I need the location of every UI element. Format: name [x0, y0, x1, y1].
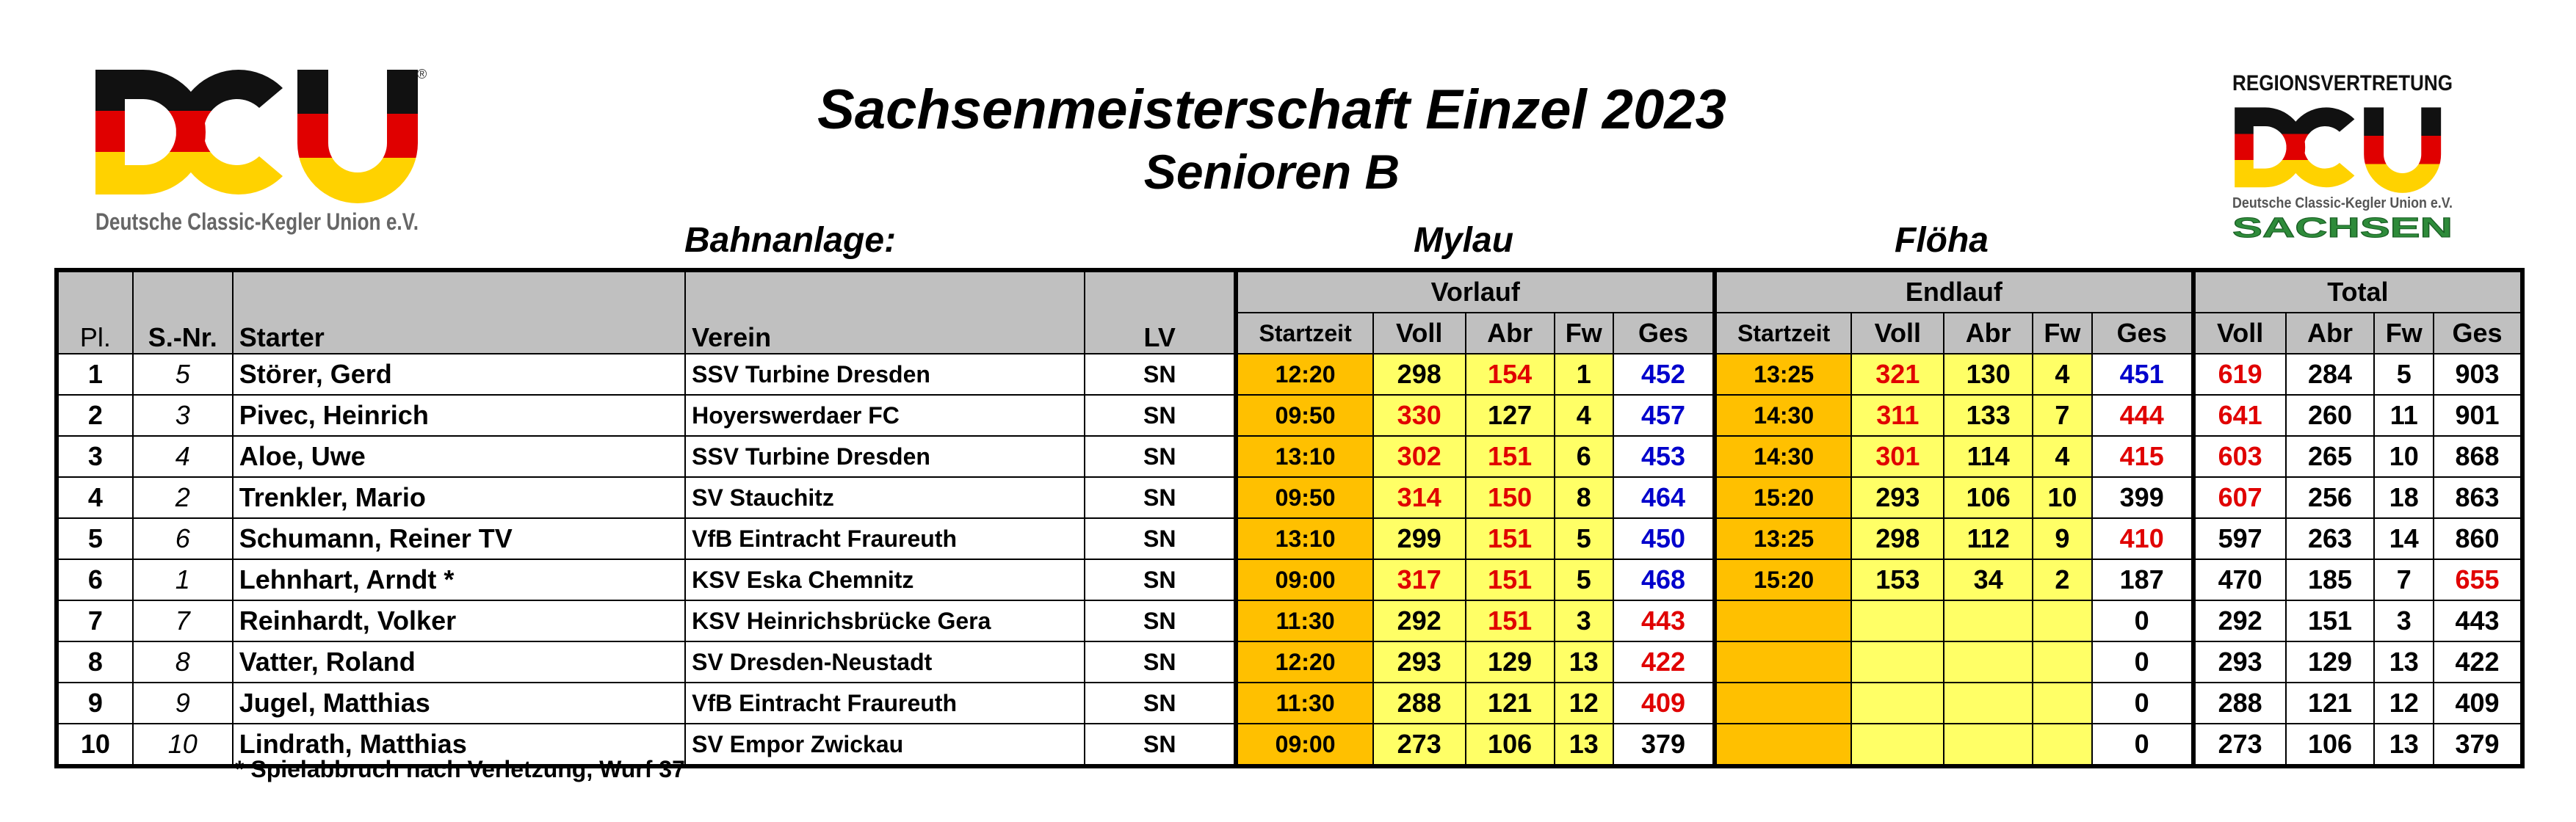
cell-e-abr: 114 — [1944, 436, 2033, 477]
cell-v-voll: 317 — [1373, 559, 1466, 600]
cell-t-abr: 151 — [2286, 600, 2375, 641]
cell-snr: 10 — [133, 724, 233, 766]
cell-e-voll: 301 — [1851, 436, 1944, 477]
cell-lv: SN — [1085, 395, 1236, 436]
page-title: Sachsenmeisterschaft Einzel 2023 — [817, 79, 1726, 141]
cell-pl: 9 — [57, 683, 133, 724]
cell-v-ges: 457 — [1613, 395, 1715, 436]
table-row — [57, 641, 2522, 683]
cell-v-ges: 464 — [1613, 477, 1715, 518]
table-row — [57, 683, 2522, 724]
vorlauf-venue: Mylau — [1414, 221, 1514, 260]
endlauf-venue: Flöha — [1895, 221, 1989, 260]
cell-v-abr: 150 — [1466, 477, 1555, 518]
cell-e-voll: 153 — [1851, 559, 1944, 600]
cell-e-abr: 130 — [1944, 354, 2033, 395]
cell-e-fw: 10 — [2033, 477, 2092, 518]
cell-t-abr: 121 — [2286, 683, 2375, 724]
cell-v-abr: 151 — [1466, 518, 1555, 559]
cell-starter: Aloe, Uwe — [233, 436, 685, 477]
cell-verein: SV Dresden-Neustadt — [685, 641, 1085, 683]
cell-pl: 4 — [57, 477, 133, 518]
cell-lv: SN — [1085, 436, 1236, 477]
col-v-abr: Abr — [1466, 313, 1555, 354]
cell-v-start: 09:00 — [1236, 559, 1372, 600]
cell-e-fw: 4 — [2033, 436, 2092, 477]
cell-v-abr: 151 — [1466, 436, 1555, 477]
cell-t-ges: 903 — [2434, 354, 2522, 395]
cell-e-voll: 321 — [1851, 354, 1944, 395]
table-row — [57, 477, 2522, 518]
col-pl: Pl. — [57, 270, 133, 354]
cell-e-fw — [2033, 724, 2092, 766]
cell-e-abr: 112 — [1944, 518, 2033, 559]
cell-t-abr: 265 — [2286, 436, 2375, 477]
cell-lv: SN — [1085, 683, 1236, 724]
cell-starter: Lehnhart, Arndt * — [233, 559, 685, 600]
col-t-fw: Fw — [2374, 313, 2434, 354]
cell-pl: 1 — [57, 354, 133, 395]
cell-t-fw: 18 — [2374, 477, 2434, 518]
table-row — [57, 395, 2522, 436]
cell-lv: SN — [1085, 641, 1236, 683]
cell-snr: 4 — [133, 436, 233, 477]
cell-starter: Störer, Gerd — [233, 354, 685, 395]
cell-v-fw: 13 — [1555, 641, 1614, 683]
cell-v-start: 11:30 — [1236, 600, 1372, 641]
cell-t-voll: 293 — [2193, 641, 2286, 683]
cell-starter: Trenkler, Mario — [233, 477, 685, 518]
cell-e-fw — [2033, 683, 2092, 724]
cell-starter: Vatter, Roland — [233, 641, 685, 683]
page-subtitle: Senioren B — [1143, 145, 1400, 199]
cell-e-abr: 133 — [1944, 395, 2033, 436]
cell-e-ges: 0 — [2092, 641, 2193, 683]
table-row — [57, 436, 2522, 477]
cell-v-abr: 151 — [1466, 600, 1555, 641]
cell-e-start — [1715, 600, 1851, 641]
col-e-fw: Fw — [2033, 313, 2092, 354]
cell-snr: 6 — [133, 518, 233, 559]
cell-v-voll: 302 — [1373, 436, 1466, 477]
cell-v-start: 13:10 — [1236, 518, 1372, 559]
cell-e-fw: 7 — [2033, 395, 2092, 436]
results-table — [54, 268, 2525, 768]
cell-v-abr: 129 — [1466, 641, 1555, 683]
col-v-fw: Fw — [1555, 313, 1614, 354]
cell-v-ges: 453 — [1613, 436, 1715, 477]
cell-e-start: 13:25 — [1715, 354, 1851, 395]
cell-v-fw: 3 — [1555, 600, 1614, 641]
cell-e-ges: 415 — [2092, 436, 2193, 477]
cell-t-fw: 10 — [2374, 436, 2434, 477]
logo-right-caption: Deutsche Classic-Kegler Union e.V. — [2232, 195, 2453, 211]
cell-e-ges: 0 — [2092, 724, 2193, 766]
col-snr: S.-Nr. — [133, 270, 233, 354]
cell-v-voll: 293 — [1373, 641, 1466, 683]
cell-t-voll: 641 — [2193, 395, 2286, 436]
cell-lv: SN — [1085, 600, 1236, 641]
cell-t-ges: 868 — [2434, 436, 2522, 477]
cell-e-fw: 4 — [2033, 354, 2092, 395]
cell-t-abr: 263 — [2286, 518, 2375, 559]
cell-e-ges: 0 — [2092, 600, 2193, 641]
cell-lv: SN — [1085, 518, 1236, 559]
cell-e-ges: 0 — [2092, 683, 2193, 724]
cell-t-abr: 106 — [2286, 724, 2375, 766]
cell-e-voll: 311 — [1851, 395, 1944, 436]
cell-verein: SSV Turbine Dresden — [685, 436, 1085, 477]
cell-starter: Schumann, Reiner TV — [233, 518, 685, 559]
cell-pl: 2 — [57, 395, 133, 436]
cell-t-ges: 409 — [2434, 683, 2522, 724]
cell-v-fw: 13 — [1555, 724, 1614, 766]
logo-right-top: REGIONSVERTRETUNG — [2232, 71, 2453, 95]
cell-starter: Jugel, Matthias — [233, 683, 685, 724]
cell-pl: 8 — [57, 641, 133, 683]
cell-starter: Lindrath, Matthias — [233, 724, 685, 766]
cell-t-fw: 13 — [2374, 724, 2434, 766]
cell-t-ges: 863 — [2434, 477, 2522, 518]
cell-e-start: 15:20 — [1715, 477, 1851, 518]
logo-right-bottom: SACHSEN — [2232, 213, 2453, 244]
table-row — [57, 518, 2522, 559]
cell-e-start: 13:25 — [1715, 518, 1851, 559]
col-e-startzeit: Startzeit — [1715, 313, 1851, 354]
cell-t-ges: 901 — [2434, 395, 2522, 436]
cell-e-voll — [1851, 600, 1944, 641]
cell-verein: SV Stauchitz — [685, 477, 1085, 518]
cell-t-fw: 13 — [2374, 641, 2434, 683]
cell-snr: 2 — [133, 477, 233, 518]
cell-t-voll: 273 — [2193, 724, 2286, 766]
cell-lv: SN — [1085, 724, 1236, 766]
col-lv: LV — [1085, 270, 1236, 354]
footnote: * Spielabbruch nach Verletzung, Wurf 37 — [235, 756, 685, 782]
cell-e-ges: 451 — [2092, 354, 2193, 395]
cell-v-abr: 106 — [1466, 724, 1555, 766]
cell-verein: SV Empor Zwickau — [685, 724, 1085, 766]
table-row — [57, 354, 2522, 395]
cell-pl: 7 — [57, 600, 133, 641]
cell-v-voll: 314 — [1373, 477, 1466, 518]
col-t-abr: Abr — [2286, 313, 2375, 354]
cell-e-abr — [1944, 683, 2033, 724]
cell-v-voll: 292 — [1373, 600, 1466, 641]
col-t-ges: Ges — [2434, 313, 2522, 354]
cell-v-fw: 12 — [1555, 683, 1614, 724]
cell-t-fw: 12 — [2374, 683, 2434, 724]
cell-v-fw: 8 — [1555, 477, 1614, 518]
cell-t-fw: 5 — [2374, 354, 2434, 395]
cell-v-voll: 330 — [1373, 395, 1466, 436]
cell-snr: 3 — [133, 395, 233, 436]
cell-e-abr: 34 — [1944, 559, 2033, 600]
col-e-ges: Ges — [2092, 313, 2193, 354]
cell-snr: 1 — [133, 559, 233, 600]
cell-t-voll: 597 — [2193, 518, 2286, 559]
cell-verein: KSV Eska Chemnitz — [685, 559, 1085, 600]
cell-t-abr: 129 — [2286, 641, 2375, 683]
cell-t-voll: 292 — [2193, 600, 2286, 641]
cell-t-ges: 379 — [2434, 724, 2522, 766]
cell-starter: Reinhardt, Volker — [233, 600, 685, 641]
cell-e-start — [1715, 724, 1851, 766]
cell-v-start: 09:00 — [1236, 724, 1372, 766]
cell-verein: VfB Eintracht Fraureuth — [685, 683, 1085, 724]
cell-v-fw: 4 — [1555, 395, 1614, 436]
logo-left-caption: Deutsche Classic-Kegler Union e.V. — [95, 208, 419, 235]
cell-v-fw: 6 — [1555, 436, 1614, 477]
col-starter: Starter — [233, 270, 685, 354]
cell-v-fw: 5 — [1555, 559, 1614, 600]
cell-t-abr: 256 — [2286, 477, 2375, 518]
cell-verein: VfB Eintracht Fraureuth — [685, 518, 1085, 559]
cell-e-ges: 410 — [2092, 518, 2193, 559]
cell-v-ges: 422 — [1613, 641, 1715, 683]
cell-e-ges: 444 — [2092, 395, 2193, 436]
cell-v-start: 13:10 — [1236, 436, 1372, 477]
cell-pl: 3 — [57, 436, 133, 477]
cell-v-ges: 468 — [1613, 559, 1715, 600]
col-v-voll: Voll — [1373, 313, 1466, 354]
cell-t-voll: 607 — [2193, 477, 2286, 518]
cell-v-abr: 121 — [1466, 683, 1555, 724]
cell-v-voll: 299 — [1373, 518, 1466, 559]
cell-e-voll — [1851, 641, 1944, 683]
cell-v-ges: 379 — [1613, 724, 1715, 766]
cell-e-voll — [1851, 683, 1944, 724]
cell-starter: Pivec, Heinrich — [233, 395, 685, 436]
table-row — [57, 559, 2522, 600]
cell-v-abr: 151 — [1466, 559, 1555, 600]
cell-t-fw: 14 — [2374, 518, 2434, 559]
cell-v-fw: 1 — [1555, 354, 1614, 395]
cell-e-abr — [1944, 724, 2033, 766]
cell-v-start: 12:20 — [1236, 354, 1372, 395]
cell-verein: Hoyerswerdaer FC — [685, 395, 1085, 436]
cell-e-start — [1715, 641, 1851, 683]
cell-e-start: 14:30 — [1715, 395, 1851, 436]
cell-pl: 5 — [57, 518, 133, 559]
cell-v-fw: 5 — [1555, 518, 1614, 559]
cell-t-fw: 7 — [2374, 559, 2434, 600]
cell-snr: 8 — [133, 641, 233, 683]
cell-t-voll: 470 — [2193, 559, 2286, 600]
cell-v-ges: 443 — [1613, 600, 1715, 641]
cell-pl: 6 — [57, 559, 133, 600]
cell-t-abr: 284 — [2286, 354, 2375, 395]
cell-e-voll: 298 — [1851, 518, 1944, 559]
cell-lv: SN — [1085, 477, 1236, 518]
cell-v-start: 11:30 — [1236, 683, 1372, 724]
cell-t-fw: 3 — [2374, 600, 2434, 641]
cell-v-ges: 452 — [1613, 354, 1715, 395]
cell-e-start: 15:20 — [1715, 559, 1851, 600]
cell-e-ges: 187 — [2092, 559, 2193, 600]
bahnanlage-label: Bahnanlage: — [684, 221, 897, 260]
group-total: Total — [2193, 270, 2522, 313]
cell-e-voll: 293 — [1851, 477, 1944, 518]
cell-lv: SN — [1085, 354, 1236, 395]
cell-t-abr: 185 — [2286, 559, 2375, 600]
cell-e-fw: 9 — [2033, 518, 2092, 559]
cell-snr: 9 — [133, 683, 233, 724]
cell-snr: 5 — [133, 354, 233, 395]
cell-snr: 7 — [133, 600, 233, 641]
cell-t-voll: 619 — [2193, 354, 2286, 395]
col-v-startzeit: Startzeit — [1236, 313, 1372, 354]
col-v-ges: Ges — [1613, 313, 1715, 354]
cell-e-fw: 2 — [2033, 559, 2092, 600]
cell-e-voll — [1851, 724, 1944, 766]
cell-lv: SN — [1085, 559, 1236, 600]
dcu-logo-right — [2225, 70, 2460, 246]
cell-v-ges: 409 — [1613, 683, 1715, 724]
col-verein: Verein — [685, 270, 1085, 354]
cell-t-voll: 603 — [2193, 436, 2286, 477]
cell-t-ges: 655 — [2434, 559, 2522, 600]
registered-mark: ® — [417, 67, 427, 81]
cell-e-abr — [1944, 600, 2033, 641]
cell-v-voll: 273 — [1373, 724, 1466, 766]
cell-e-abr: 106 — [1944, 477, 2033, 518]
cell-e-fw — [2033, 600, 2092, 641]
group-vorlauf: Vorlauf — [1236, 270, 1715, 313]
col-t-voll: Voll — [2193, 313, 2286, 354]
cell-pl: 10 — [57, 724, 133, 766]
cell-v-start: 09:50 — [1236, 477, 1372, 518]
cell-verein: KSV Heinrichsbrücke Gera — [685, 600, 1085, 641]
cell-v-voll: 298 — [1373, 354, 1466, 395]
table-row — [57, 600, 2522, 641]
col-e-abr: Abr — [1944, 313, 2033, 354]
cell-v-start: 12:20 — [1236, 641, 1372, 683]
cell-t-ges: 422 — [2434, 641, 2522, 683]
cell-v-abr: 154 — [1466, 354, 1555, 395]
cell-t-abr: 260 — [2286, 395, 2375, 436]
cell-verein: SSV Turbine Dresden — [685, 354, 1085, 395]
cell-v-ges: 450 — [1613, 518, 1715, 559]
cell-t-fw: 11 — [2374, 395, 2434, 436]
cell-e-fw — [2033, 641, 2092, 683]
group-endlauf: Endlauf — [1715, 270, 2193, 313]
cell-e-start — [1715, 683, 1851, 724]
cell-e-abr — [1944, 641, 2033, 683]
col-e-voll: Voll — [1851, 313, 1944, 354]
cell-t-ges: 860 — [2434, 518, 2522, 559]
cell-v-start: 09:50 — [1236, 395, 1372, 436]
cell-e-start: 14:30 — [1715, 436, 1851, 477]
cell-t-ges: 443 — [2434, 600, 2522, 641]
cell-t-voll: 288 — [2193, 683, 2286, 724]
cell-v-voll: 288 — [1373, 683, 1466, 724]
cell-v-abr: 127 — [1466, 395, 1555, 436]
cell-e-ges: 399 — [2092, 477, 2193, 518]
